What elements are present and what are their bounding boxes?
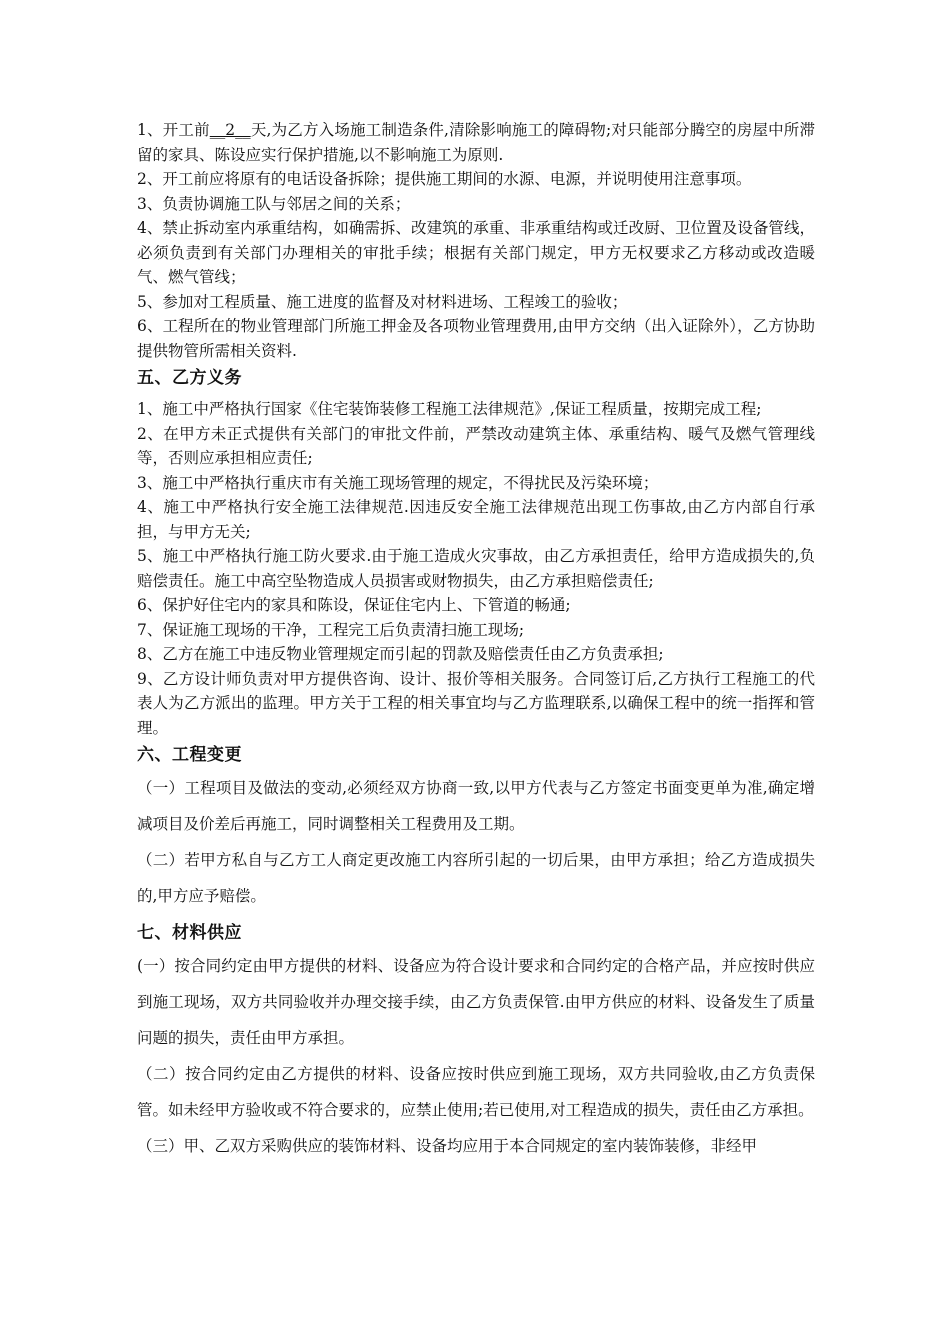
section7-item: (一）按合同约定由甲方提供的材料、设备应为符合设计要求和合同约定的合格产品，并应按时供应到施工现场，双方共同验收并办理交接手续，由乙方负责保管.由甲方供应的材料、设备发生了质量问题的损失，责任由甲方承担。 [137,957,815,1047]
section4-item-5: 5、参加对工程质量、施工进度的监督及对材料进场、工程竣工的验收； [137,292,628,311]
section4-item-4: 4、禁止拆动室内承重结构，如确需拆、改建筑的承重、非承重结构或迁改厨、卫位置及设备管线，必须负责到有关部门办理相关的审批手续；根据有关部门规定，甲方无权要求乙方移动或改造暖气、燃气管线； [137,219,815,286]
section7-item: （三）甲、乙双方采购供应的装饰材料、设备均应用于本合同规定的室内装饰装修，非经甲 [137,1137,758,1155]
section5-item: 1、施工中严格执行国家《住宅装饰装修工程施工法律规范》,保证工程质量，按期完成工程; [137,400,762,418]
item1-prefix: 1、开工前 [137,121,210,139]
document-page [137,118,815,1164]
section5-item: 6、保护好住宅内的家具和陈设，保证住宅内上、下管道的畅通; [137,596,571,614]
section5-item: 3、施工中严格执行重庆市有关施工现场管理的规定，不得扰民及污染环境； [137,473,659,492]
item1-blank: __2__ [209,121,251,139]
section6-item: （二）若甲方私自与乙方工人商定更改施工内容所引起的一切后果，由甲方承担；给乙方造成损失的,甲方应予赔偿。 [137,851,815,905]
section7-item: （二）按合同约定由乙方提供的材料、设备应按时供应到施工现场，双方共同验收,由乙方负责保管。如未经甲方验收或不符合要求的，应禁止使用;若已使用,对工程造成的损失，责任由乙方承担。 [137,1065,815,1119]
section6-item: （一）工程项目及做法的变动,必须经双方协商一致,以甲方代表与乙方签定书面变更单为准,确定增减项目及价差后再施工，同时调整相关工程费用及工期。 [137,779,815,833]
section4-item-6: 6、工程所在的物业管理部门所施工押金及各项物业管理费用,由甲方交纳（出入证除外），乙方协助提供物管所需相关资料. [137,317,815,360]
section5-item: 2、在甲方未正式提供有关部门的审批文件前，严禁改动建筑主体、承重结构、暖气及燃气管理线等，否则应承担相应责任; [137,424,815,467]
section5-item: 9、乙方设计师负责对甲方提供咨询、设计、报价等相关服务。合同签订后,乙方执行工程施工的代表人为乙方派出的监理。甲方关于工程的相关事宜均与乙方监理联系,以确保工程中的统一指挥和管理。 [137,669,815,737]
section5-item: 4、施工中严格执行安全施工法律规范.因违反安全施工法律规范出现工伤事故,由乙方内部自行承担，与甲方无关; [137,498,815,541]
section6-heading: 六、工程变更 [137,745,242,765]
section5-item: 5、施工中严格执行施工防火要求.由于施工造成火灾事故，由乙方承担责任，给甲方造成损失的,负赔偿责任。施工中高空坠物造成人员损害或财物损失，由乙方承担赔偿责任; [137,547,815,590]
section7-heading: 七、材料供应 [137,923,242,943]
section4-item-2: 2、开工前应将原有的电话设备拆除；提供施工期间的水源、电源，并说明使用注意事项。 [137,170,752,188]
section4-item-1 [137,118,815,167]
section5-heading: 五、乙方义务 [137,368,242,388]
section5-item: 8、乙方在施工中违反物业管理规定而引起的罚款及赔偿责任由乙方负责承担; [137,645,664,663]
section4-item-3: 3、负责协调施工队与邻居之间的关系； [137,194,411,213]
item1-rest: 天,为乙方入场施工制造条件,清除影响施工的障碍物;对只能部分腾空的房屋中所滞留的家具、陈设应实行保护措施,以不影响施工为原则. [137,121,815,164]
section5-item: 7、保证施工现场的干净，工程完工后负责清扫施工现场; [137,620,525,639]
